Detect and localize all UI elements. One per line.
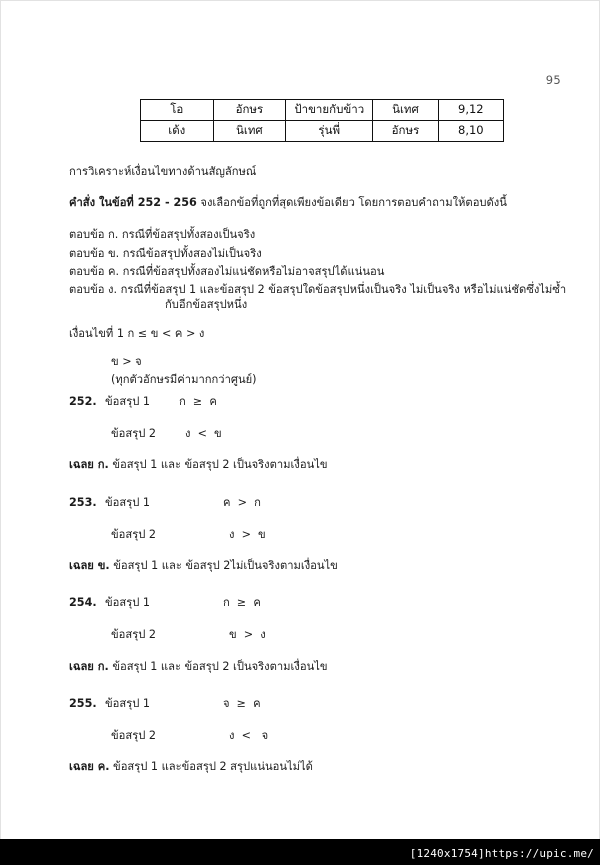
question-statement-row xyxy=(69,497,539,508)
condition-heading: เงื่อนไขที่ 1 ก ≤ ข < ค > ง xyxy=(69,327,205,341)
answer-key: เฉลย ข. xyxy=(69,559,110,573)
question-statement-row xyxy=(69,529,539,540)
question-block-255 xyxy=(69,698,539,773)
summary-table xyxy=(140,99,504,142)
conclusion-expression-2: ข > ง xyxy=(229,628,266,642)
instruction-line xyxy=(69,197,539,208)
conclusion-label-2: ข้อสรุป 2 xyxy=(111,729,156,743)
question-statement-row xyxy=(69,698,539,709)
answer-key: เฉลย ค. xyxy=(69,760,110,774)
legend-item-ka: ตอบข้อ ก. กรณีที่ข้อสรุปทั้งสองเป็นจริง xyxy=(69,228,256,242)
conclusion-expression-1: ค > ก xyxy=(223,495,261,509)
legend-item-kho2: ตอบข้อ ค. กรณีที่ข้อสรุปทั้งสองไม่แน่ชัดหรือไม่อาจสรุปได้แน่นอน xyxy=(69,264,385,278)
answer-line xyxy=(69,459,539,470)
answer-explanation: ข้อสรุป 1 และ ข้อสรุป 2ไม่เป็นจริงตามเงื่อนไข xyxy=(109,559,338,573)
conclusion-expression-1: จ ≥ ค xyxy=(223,696,261,710)
legend-item-ngo-continuation: กับอีกข้อสรุปหนึ่ง xyxy=(165,298,248,312)
question-block-254 xyxy=(69,597,539,672)
table-cell-faculty: นิเทศ xyxy=(213,121,286,142)
page-number: 95 xyxy=(545,73,561,87)
question-statement-row xyxy=(69,730,539,741)
condition-expression: ข > จ xyxy=(111,354,142,368)
question-number: 254. xyxy=(69,596,97,610)
question-statement-row xyxy=(69,597,539,608)
answer-key: เฉลย ก. xyxy=(69,659,109,673)
question-number: 255. xyxy=(69,696,97,710)
legend-item-ngo: ตอบข้อ ง. กรณีที่ข้อสรุป 1 และข้อสรุป 2 ข้อสรุปใดข้อสรุปหนึ่งเป็นจริง ไม่เป็นจริง หรือไม่แน่ชัดซึ่งไม่ซ้ำ xyxy=(69,283,567,297)
table-cell-faculty: อักษร xyxy=(213,100,286,121)
table-cell-nickname: ป้าขายกับข้าว xyxy=(286,100,373,121)
conclusion-expression-2: ง < จ xyxy=(229,729,269,743)
answer-explanation: ข้อสรุป 1 และ ข้อสรุป 2 เป็นจริงตามเงื่อนไข xyxy=(108,659,328,673)
answer-line xyxy=(69,560,539,571)
conclusion-expression-1: ก ≥ ค xyxy=(223,596,261,610)
table-cell-nickname: รุ่นพี่ xyxy=(286,121,373,142)
conclusion-expression-2: ง > ข xyxy=(229,527,266,541)
watermark-dimensions: [1240x1754] xyxy=(409,847,485,860)
table-cell-other-faculty: นิเทศ xyxy=(373,100,438,121)
section-heading: การวิเคราะห์เงื่อนไขทางด้านสัญลักษณ์ xyxy=(69,165,257,178)
conclusion-label-1: ข้อสรุป 1 xyxy=(105,395,150,409)
table-cell-name: โอ xyxy=(141,100,214,121)
question-statement-row xyxy=(69,396,539,407)
table-row xyxy=(141,100,504,121)
conclusion-expression-2: ง < ข xyxy=(185,427,222,441)
legend-item-kho: ตอบข้อ ข. กรณีข้อสรุปทั้งสองไม่เป็นจริง xyxy=(69,246,262,260)
conclusion-label-1: ข้อสรุป 1 xyxy=(105,495,150,509)
conclusion-label-2: ข้อสรุป 2 xyxy=(111,628,156,642)
answer-explanation: ข้อสรุป 1 และ ข้อสรุป 2 เป็นจริงตามเงื่อนไข xyxy=(108,458,328,472)
conclusion-label-2: ข้อสรุป 2 xyxy=(111,427,156,441)
instruction-bold: คำสั่ง ในข้อที่ 252 - 256 xyxy=(69,196,197,210)
watermark-text xyxy=(410,847,594,860)
table-cell-numbers: 8,10 xyxy=(438,121,503,142)
table-cell-numbers: 9,12 xyxy=(438,100,503,121)
answer-key: เฉลย ก. xyxy=(69,458,109,472)
watermark-bar xyxy=(0,839,600,865)
conclusion-label-1: ข้อสรุป 1 xyxy=(105,596,150,610)
table-cell-name: เด้ง xyxy=(141,121,214,142)
answer-key-legend xyxy=(69,228,567,312)
conclusion-expression-1: ก ≥ ค xyxy=(179,395,217,409)
conclusion-label-2: ข้อสรุป 2 xyxy=(111,527,156,541)
document-body xyxy=(69,165,567,798)
question-statement-row xyxy=(69,629,539,640)
question-statement-row xyxy=(69,428,539,439)
instruction-rest: จงเลือกข้อที่ถูกที่สุดเพียงข้อเดียว โดยการตอบคำถามให้ตอบดังนี้ xyxy=(196,196,507,210)
answer-explanation: ข้อสรุป 1 และข้อสรุป 2 สรุปแน่นอนไม่ได้ xyxy=(109,760,313,774)
condition-note: (ทุกตัวอักษรมีค่ามากกว่าศูนย์) xyxy=(111,372,257,386)
page-content-area xyxy=(1,1,599,864)
question-block-253 xyxy=(69,497,539,572)
table-row xyxy=(141,121,504,142)
question-number: 253. xyxy=(69,495,97,509)
conclusion-label-1: ข้อสรุป 1 xyxy=(105,696,150,710)
answer-line xyxy=(69,661,539,672)
watermark-url: https://upic.me/ xyxy=(484,847,594,860)
question-block-252 xyxy=(69,396,539,471)
answer-line xyxy=(69,761,539,772)
table-cell-other-faculty: อักษร xyxy=(373,121,438,142)
question-number: 252. xyxy=(69,395,97,409)
